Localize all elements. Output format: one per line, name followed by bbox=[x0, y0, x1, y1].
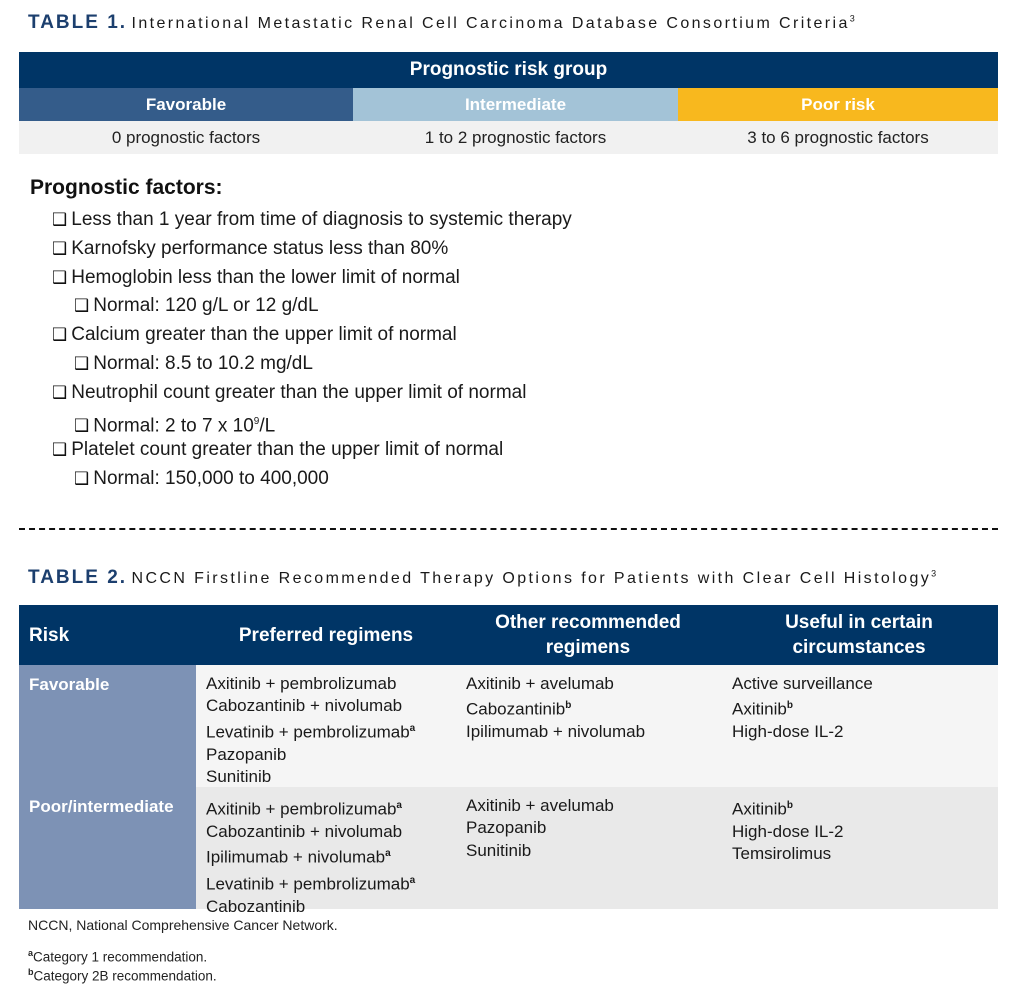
prognostic-factors-list bbox=[52, 206, 572, 494]
table2-title-ref: 3 bbox=[931, 568, 937, 579]
risk-cell: Poor/intermediate bbox=[19, 787, 196, 909]
list-item bbox=[52, 206, 572, 235]
table1-title-text: International Metastatic Renal Cell Carcinoma Database Consortium Criteria bbox=[131, 15, 850, 32]
regimen-text: Temsirolimus bbox=[732, 844, 832, 864]
list-subitem bbox=[52, 292, 572, 321]
table-row bbox=[19, 787, 998, 916]
regimen-line bbox=[732, 721, 988, 743]
regimen-text: High-dose IL-2 bbox=[732, 722, 844, 742]
table-row bbox=[19, 665, 998, 787]
prognostic-factors-heading: Prognostic factors: bbox=[30, 176, 223, 199]
other-cell bbox=[456, 665, 720, 787]
list-item-text: Hemoglobin less than the lower limit of normal bbox=[71, 266, 460, 288]
therapy-table-header bbox=[19, 605, 998, 665]
regimen-text: Sunitinib bbox=[206, 767, 272, 787]
useful-cell bbox=[720, 787, 998, 909]
footnote-mark: a bbox=[409, 722, 416, 734]
regimen-line bbox=[206, 673, 446, 695]
footnote-text: Category 1 recommendation. bbox=[33, 949, 208, 965]
footnote-mark: b bbox=[28, 967, 34, 977]
header-useful: Useful in certain circumstances bbox=[785, 612, 933, 658]
regimen-line bbox=[732, 821, 988, 843]
header-risk: Risk bbox=[29, 624, 70, 646]
regimen-line bbox=[466, 695, 710, 721]
regimen-line bbox=[732, 673, 988, 695]
regimen-text: Ipilimumab + nivolumab bbox=[466, 722, 646, 742]
regimen-line bbox=[206, 843, 446, 869]
regimen-text: Pazopanib bbox=[466, 818, 547, 838]
regimen-text: Axitinib + avelumab bbox=[466, 674, 614, 693]
poor-factors: 3 to 6 prognostic factors bbox=[678, 121, 998, 154]
risk-group-header: Prognostic risk group bbox=[19, 52, 998, 88]
list-item-text: Normal: 120 g/L or 12 g/dL bbox=[93, 295, 319, 317]
regimen-text: Cabozantinib bbox=[466, 700, 566, 720]
regimen-line bbox=[466, 795, 710, 817]
footnote-mark: b bbox=[565, 700, 572, 712]
footnote-b bbox=[28, 967, 217, 984]
table2-title bbox=[28, 567, 936, 589]
regimen-text: Levatinib + pembrolizumab bbox=[206, 874, 410, 894]
regimen-line bbox=[206, 795, 446, 821]
risk-group-poor: Poor risk bbox=[678, 88, 998, 121]
list-item-text: Normal: 150,000 to 400,000 bbox=[93, 468, 329, 490]
regimen-line bbox=[206, 896, 446, 918]
regimen-text: Cabozantinib bbox=[206, 896, 306, 916]
checkbox-icon: ❑ bbox=[74, 415, 90, 435]
regimen-line bbox=[206, 870, 446, 896]
table1-title bbox=[28, 12, 855, 34]
regimen-text: Ipilimumab + nivolumab bbox=[206, 848, 386, 868]
regimen-line bbox=[732, 695, 988, 721]
regimen-text: Axitinib + pembrolizumab bbox=[206, 799, 397, 819]
list-subitem bbox=[52, 408, 572, 437]
therapy-table bbox=[19, 605, 998, 916]
risk-group-names-row bbox=[19, 88, 998, 121]
checkbox-icon: ❑ bbox=[74, 469, 90, 489]
checkbox-icon: ❑ bbox=[52, 325, 68, 345]
regimen-line bbox=[466, 840, 710, 862]
risk-cell: Favorable bbox=[19, 665, 196, 787]
favorable-factors: 0 prognostic factors bbox=[19, 121, 353, 154]
preferred-cell bbox=[196, 665, 456, 787]
list-item-text: Karnofsky performance status less than 80% bbox=[71, 237, 449, 259]
regimen-line bbox=[732, 795, 988, 821]
list-item-text: Platelet count greater than the upper limit of normal bbox=[71, 439, 504, 461]
regimen-line bbox=[206, 744, 446, 766]
footnote-mark: a bbox=[28, 948, 34, 958]
regimen-line bbox=[466, 817, 710, 839]
checkbox-icon: ❑ bbox=[52, 210, 68, 229]
checkbox-icon: ❑ bbox=[52, 238, 68, 258]
list-item-text: Normal: 8.5 to 10.2 mg/dL bbox=[93, 352, 313, 374]
regimen-line bbox=[466, 673, 710, 695]
risk-group-table bbox=[19, 52, 998, 154]
list-item bbox=[52, 264, 572, 293]
footnote-mark: b bbox=[786, 800, 793, 811]
list-item-text: Calcium greater than the upper limit of normal bbox=[71, 324, 457, 346]
footnote-mark: b bbox=[786, 700, 793, 712]
intermediate-factors: 1 to 2 prognostic factors bbox=[353, 121, 678, 154]
checkbox-icon: ❑ bbox=[52, 382, 68, 402]
regimen-text: Axitinib bbox=[732, 700, 787, 720]
regimen-line bbox=[206, 766, 446, 788]
regimen-line bbox=[206, 821, 446, 843]
footnote-text: Category 2B recommendation. bbox=[33, 968, 217, 984]
table2-title-text: NCCN Firstline Recommended Therapy Options for Patients with Clear Cell Histology bbox=[131, 570, 932, 587]
checkbox-icon: ❑ bbox=[74, 353, 90, 373]
regimen-line bbox=[466, 721, 710, 743]
list-item bbox=[52, 235, 572, 264]
regimen-text: Sunitinib bbox=[466, 840, 532, 860]
list-item bbox=[52, 436, 572, 465]
regimen-text: Pazopanib bbox=[206, 744, 287, 764]
risk-group-intermediate: Intermediate bbox=[353, 88, 678, 121]
footnote-a bbox=[28, 948, 207, 965]
regimen-line bbox=[206, 718, 446, 744]
list-item-exponent: 9 bbox=[253, 415, 260, 427]
list-subitem bbox=[52, 350, 572, 379]
preferred-cell bbox=[196, 787, 456, 916]
regimen-text: Axitinib + avelumab bbox=[466, 796, 614, 815]
list-item-text: Less than 1 year from time of diagnosis to systemic therapy bbox=[71, 209, 572, 230]
checkbox-icon: ❑ bbox=[74, 296, 90, 316]
risk-group-factors-row bbox=[19, 121, 998, 154]
regimen-text: Cabozantinib + nivolumab bbox=[206, 822, 403, 842]
table1-label: TABLE 1. bbox=[28, 12, 128, 33]
header-other: Other recommended regimens bbox=[495, 612, 681, 658]
risk-group-favorable: Favorable bbox=[19, 88, 353, 121]
checkbox-icon: ❑ bbox=[52, 440, 68, 460]
list-subitem bbox=[52, 465, 572, 494]
footnote-mark: a bbox=[409, 874, 416, 886]
list-item-unit: /L bbox=[259, 414, 276, 436]
footnote-abbreviation: NCCN, National Comprehensive Cancer Network. bbox=[28, 917, 338, 933]
list-item-text: Neutrophil count greater than the upper limit of normal bbox=[71, 381, 527, 403]
other-cell bbox=[456, 787, 720, 909]
list-item bbox=[52, 379, 572, 408]
table1-title-ref: 3 bbox=[849, 13, 855, 24]
list-item bbox=[52, 321, 572, 350]
regimen-text: Active surveillance bbox=[732, 674, 873, 693]
useful-cell bbox=[720, 665, 998, 787]
regimen-text: Axitinib bbox=[732, 799, 787, 819]
therapy-table-body bbox=[19, 665, 998, 916]
section-divider bbox=[19, 528, 998, 530]
footnote-mark: a bbox=[385, 848, 391, 860]
regimen-text: High-dose IL-2 bbox=[732, 822, 844, 842]
footnote-mark: a bbox=[396, 800, 402, 811]
header-preferred: Preferred regimens bbox=[238, 624, 414, 646]
list-item-text: Normal: 2 to 7 x 10 bbox=[93, 414, 254, 436]
regimen-text: Axitinib + pembrolizumab bbox=[206, 674, 397, 693]
checkbox-icon: ❑ bbox=[52, 267, 68, 287]
regimen-text: Cabozantinib + nivolumab bbox=[206, 696, 403, 716]
table2-label: TABLE 2. bbox=[28, 567, 128, 588]
regimen-text: Levatinib + pembrolizumab bbox=[206, 722, 410, 742]
regimen-line bbox=[732, 843, 988, 865]
regimen-line bbox=[206, 695, 446, 717]
